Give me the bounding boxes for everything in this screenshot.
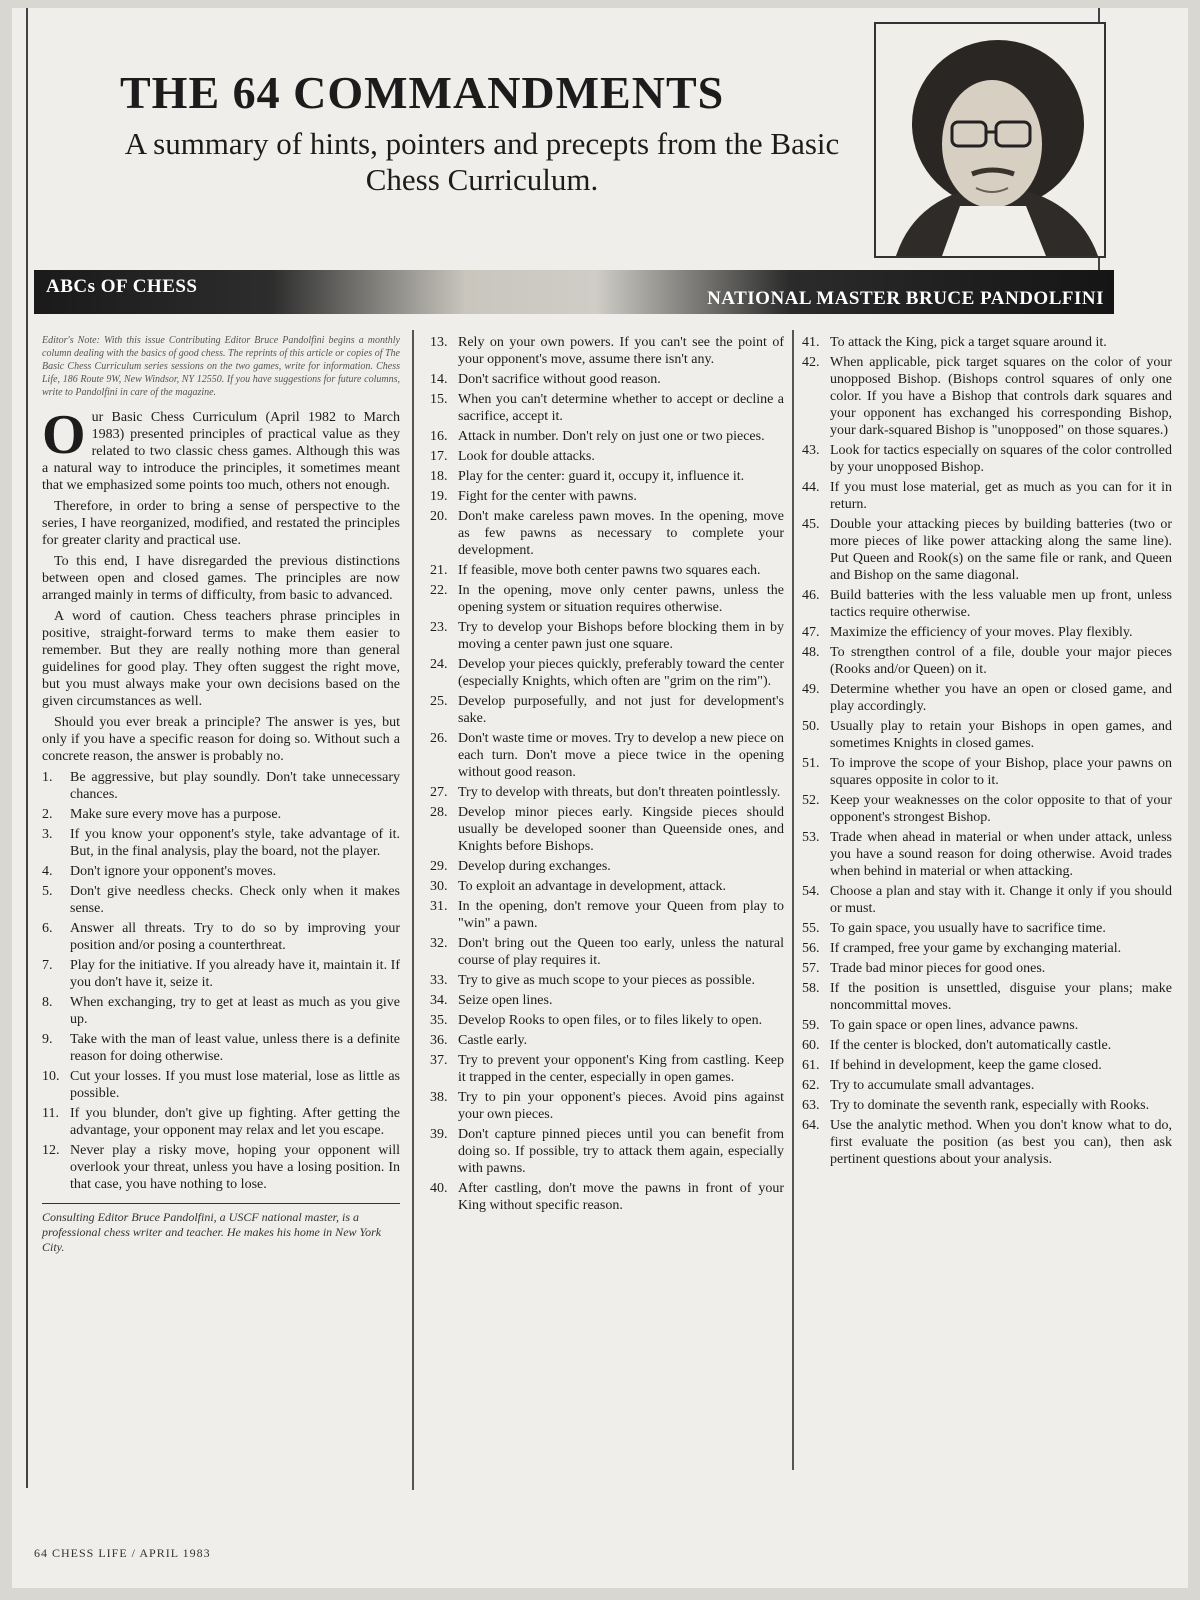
column-divider	[792, 330, 794, 1470]
commandment-item	[430, 935, 784, 969]
commandment-item	[430, 582, 784, 616]
commandment-number: 24.	[430, 657, 448, 672]
commandment-item	[42, 1142, 400, 1193]
commandment-text: Try to develop with threats, but don't threaten pointlessly.	[458, 785, 781, 800]
commandment-text: In the opening, move only center pawns, unless the opening system or situation requires otherwise.	[458, 583, 784, 615]
commandment-number: 6.	[42, 921, 53, 936]
commandment-item	[802, 334, 1172, 351]
commandment-number: 22.	[430, 583, 448, 598]
commandment-number: 40.	[430, 1181, 448, 1196]
commandment-item	[42, 1105, 400, 1139]
commandment-item	[430, 428, 784, 445]
intro-paragraph: To this end, I have disregarded the previous distinctions between open and closed games. The principles are now arranged mainly in terms of difficulty, from basic to advanced.	[42, 554, 400, 603]
commandment-item	[802, 960, 1172, 977]
commandment-item	[430, 562, 784, 579]
commandment-item	[802, 755, 1172, 789]
commandment-item	[430, 858, 784, 875]
commandment-number: 1.	[42, 770, 53, 785]
commandment-text: Answer all threats. Try to do so by improving your position and/or posing a counterthreat.	[70, 921, 400, 953]
commandment-number: 42.	[802, 355, 820, 370]
author-photo	[874, 22, 1106, 258]
commandment-text: To improve the scope of your Bishop, place your pawns on squares opposite in color to it.	[830, 756, 1172, 788]
commandment-number: 13.	[430, 335, 448, 350]
commandment-text: Don't waste time or moves. Try to develop a new piece on each turn. Don't move a piece twice in the opening without good reason.	[458, 731, 784, 780]
commandment-text: Double your attacking pieces by building batteries (two or more pieces of like power attacking along the same line). Put Queen and Rook(s) on the same file or rank, and Queen and Bishop on the same diagonal.	[830, 517, 1172, 583]
commandment-number: 10.	[42, 1069, 60, 1084]
commandment-text: If the position is unsettled, disguise your plans; make noncommittal moves.	[830, 981, 1172, 1013]
commandment-item	[802, 920, 1172, 937]
commandment-item	[430, 1089, 784, 1123]
commandment-item	[802, 442, 1172, 476]
commandment-text: Try to pin your opponent's pieces. Avoid pins against your own pieces.	[458, 1090, 784, 1122]
commandment-item	[430, 488, 784, 505]
commandment-item	[802, 1097, 1172, 1114]
commandment-item	[430, 656, 784, 690]
commandment-list	[42, 769, 400, 1193]
commandment-number: 59.	[802, 1018, 820, 1033]
author-credit: Consulting Editor Bruce Pandolfini, a USCF national master, is a professional chess writer and teacher. He makes his home in New York City.	[42, 1203, 400, 1255]
column-2	[430, 334, 784, 1217]
commandment-number: 30.	[430, 879, 448, 894]
commandment-item	[430, 972, 784, 989]
commandment-item	[430, 1012, 784, 1029]
commandment-number: 52.	[802, 793, 820, 808]
commandment-text: If you know your opponent's style, take advantage of it. But, in the final analysis, play the board, not the player.	[70, 827, 400, 859]
commandment-text: If you blunder, don't give up fighting. After getting the advantage, your opponent may relax and let you escape.	[70, 1106, 400, 1138]
commandment-number: 28.	[430, 805, 448, 820]
page-footer: 64 CHESS LIFE / APRIL 1983	[34, 1546, 211, 1560]
commandment-number: 35.	[430, 1013, 448, 1028]
commandment-item	[802, 354, 1172, 439]
commandment-text: Try to dominate the seventh rank, especially with Rooks.	[830, 1098, 1150, 1113]
commandment-text: To strengthen control of a file, double your major pieces (Rooks and/or Queen) on it.	[830, 645, 1172, 677]
commandment-number: 53.	[802, 830, 820, 845]
commandment-number: 39.	[430, 1127, 448, 1142]
commandment-number: 11.	[42, 1106, 59, 1121]
section-name: ABCs OF CHESS	[46, 276, 198, 297]
commandment-text: After castling, don't move the pawns in front of your King without specific reason.	[458, 1181, 784, 1213]
commandment-number: 46.	[802, 588, 820, 603]
author-byline: NATIONAL MASTER BRUCE PANDOLFINI	[707, 288, 1104, 309]
commandment-number: 26.	[430, 731, 448, 746]
commandment-number: 9.	[42, 1032, 53, 1047]
commandment-number: 14.	[430, 372, 448, 387]
intro-paragraph: Therefore, in order to bring a sense of perspective to the series, I have reorganized, modified, and restated the principles for greater clarity and practical use.	[42, 499, 400, 548]
commandment-item	[42, 826, 400, 860]
commandment-item	[430, 371, 784, 388]
commandment-item	[42, 920, 400, 954]
commandment-number: 3.	[42, 827, 53, 842]
commandment-item	[42, 806, 400, 823]
commandment-item	[430, 468, 784, 485]
commandment-item	[802, 940, 1172, 957]
commandment-list	[430, 334, 784, 1214]
commandment-number: 5.	[42, 884, 53, 899]
commandment-item	[802, 1077, 1172, 1094]
commandment-item	[430, 878, 784, 895]
commandment-item	[430, 619, 784, 653]
commandment-item	[802, 479, 1172, 513]
commandment-item	[802, 1037, 1172, 1054]
commandment-item	[802, 1057, 1172, 1074]
commandment-number: 61.	[802, 1058, 820, 1073]
commandment-text: Don't capture pinned pieces until you can benefit from doing so. If possible, try to attack them again, especially with pawns.	[458, 1127, 784, 1176]
intro-paragraph: A word of caution. Chess teachers phrase principles in positive, straight-forward terms to make them easier to remember. But they are really nothing more than general guidelines for good play. They often suggest the right move, but you must always make your own decisions based on the given circumstances as well.	[42, 609, 400, 709]
commandment-text: When you can't determine whether to accept or decline a sacrifice, accept it.	[458, 392, 784, 424]
commandment-list	[802, 334, 1172, 1168]
commandment-text: Develop purposefully, and not just for development's sake.	[458, 694, 784, 726]
commandment-number: 34.	[430, 993, 448, 1008]
commandment-text: Make sure every move has a purpose.	[70, 807, 282, 822]
commandment-item	[430, 391, 784, 425]
commandment-text: Fight for the center with pawns.	[458, 489, 637, 504]
commandment-item	[802, 681, 1172, 715]
commandment-text: Don't make careless pawn moves. In the opening, move as few pawns as necessary to complete your development.	[458, 509, 784, 558]
commandment-item	[42, 1031, 400, 1065]
commandment-item	[42, 957, 400, 991]
commandment-item	[430, 508, 784, 559]
intro-paragraph: Should you ever break a principle? The answer is yes, but only if you have a specific reason for doing so. Without such a concrete reason, the answer is probably no.	[42, 715, 400, 764]
commandment-number: 31.	[430, 899, 448, 914]
commandment-text: When applicable, pick target squares on the color of your unopposed Bishop. (Bishops control squares of only one color. If you have a Bishop that controls dark squares and your opponent has exchanged his corresponding Bishop, your dark-squared Bishop is "unopposed" on those squares.)	[830, 355, 1172, 438]
commandment-item	[802, 829, 1172, 880]
commandment-item	[430, 693, 784, 727]
commandment-number: 62.	[802, 1078, 820, 1093]
commandment-number: 7.	[42, 958, 53, 973]
commandment-text: Try to give as much scope to your pieces as possible.	[458, 973, 755, 988]
commandment-text: Seize open lines.	[458, 993, 553, 1008]
commandment-text: Develop minor pieces early. Kingside pieces should usually be developed sooner than Queenside ones, and Knights before Bishops.	[458, 805, 784, 854]
commandment-text: Take with the man of least value, unless there is a definite reason for doing otherwise.	[70, 1032, 400, 1064]
commandment-item	[430, 898, 784, 932]
commandment-number: 19.	[430, 489, 448, 504]
drop-cap: O	[42, 404, 86, 466]
commandment-text: Develop your pieces quickly, preferably toward the center (especially Knights, which often are "grim on the rim").	[458, 657, 784, 689]
commandment-number: 49.	[802, 682, 820, 697]
commandment-item	[430, 1180, 784, 1214]
commandment-number: 4.	[42, 864, 53, 879]
commandment-text: If the center is blocked, don't automatically castle.	[830, 1038, 1112, 1053]
commandment-text: Use the analytic method. When you don't know what to do, first evaluate the position (as best you can), then ask pertinent questions about your analysis.	[830, 1118, 1172, 1167]
commandment-text: To gain space or open lines, advance pawns.	[830, 1018, 1079, 1033]
commandment-number: 20.	[430, 509, 448, 524]
commandment-number: 37.	[430, 1053, 448, 1068]
commandment-text: To gain space, you usually have to sacrifice time.	[830, 921, 1106, 936]
commandment-text: Don't bring out the Queen too early, unless the natural course of play requires it.	[458, 936, 784, 968]
commandment-number: 18.	[430, 469, 448, 484]
commandment-item	[802, 1117, 1172, 1168]
commandment-item	[430, 1126, 784, 1177]
commandment-text: Determine whether you have an open or closed game, and play accordingly.	[830, 682, 1172, 714]
commandment-text: Try to develop your Bishops before blocking them in by moving a center pawn just one square.	[458, 620, 784, 652]
commandment-text: If behind in development, keep the game closed.	[830, 1058, 1102, 1073]
commandment-text: If you must lose material, get as much as you can for it in return.	[830, 480, 1172, 512]
commandment-number: 57.	[802, 961, 820, 976]
commandment-item	[802, 883, 1172, 917]
commandment-text: Play for the initiative. If you already have it, maintain it. If you don't have it, seize it.	[70, 958, 400, 990]
intro-paragraph-text: ur Basic Chess Curriculum (April 1982 to March 1983) presented principles of practical value as they related to two classic chess games. Although this was a natural way to introduce the principles, it sometimes meant that we emphasized some points too much, others not enough.	[42, 410, 400, 493]
magazine-page	[12, 8, 1188, 1588]
section-banner	[34, 270, 1114, 314]
commandment-text: Trade when ahead in material or when under attack, unless you have a sound reason for doing otherwise. Avoid trades when behind in material or when attacking.	[830, 830, 1172, 879]
commandment-item	[802, 624, 1172, 641]
commandment-number: 36.	[430, 1033, 448, 1048]
commandment-number: 54.	[802, 884, 820, 899]
commandment-number: 27.	[430, 785, 448, 800]
commandment-item	[802, 644, 1172, 678]
commandment-number: 15.	[430, 392, 448, 407]
commandment-item	[430, 804, 784, 855]
commandment-item	[430, 1032, 784, 1049]
commandment-number: 33.	[430, 973, 448, 988]
article-title: THE 64 COMMANDMENTS	[120, 67, 725, 118]
commandment-number: 12.	[42, 1143, 60, 1158]
commandment-number: 48.	[802, 645, 820, 660]
commandment-text: In the opening, don't remove your Queen from play to "win" a pawn.	[458, 899, 784, 931]
commandment-item	[430, 448, 784, 465]
commandment-item	[42, 883, 400, 917]
commandment-text: Trade bad minor pieces for good ones.	[830, 961, 1046, 976]
commandment-text: Attack in number. Don't rely on just one or two pieces.	[458, 429, 765, 444]
commandment-item	[802, 1017, 1172, 1034]
commandment-number: 17.	[430, 449, 448, 464]
commandment-text: Maximize the efficiency of your moves. Play flexibly.	[830, 625, 1133, 640]
intro-paragraph	[42, 404, 400, 494]
commandment-item	[430, 1052, 784, 1086]
article-subtitle: A summary of hints, pointers and precepts from the Basic Chess Curriculum.	[124, 126, 840, 197]
commandment-number: 16.	[430, 429, 448, 444]
commandment-text: To exploit an advantage in development, attack.	[458, 879, 727, 894]
commandment-text: If feasible, move both center pawns two squares each.	[458, 563, 761, 578]
commandment-item	[802, 718, 1172, 752]
commandment-number: 29.	[430, 859, 448, 874]
commandment-text: Cut your losses. If you must lose material, lose as little as possible.	[70, 1069, 400, 1101]
commandment-number: 8.	[42, 995, 53, 1010]
commandment-item	[42, 769, 400, 803]
commandment-item	[430, 784, 784, 801]
commandment-text: Don't ignore your opponent's moves.	[70, 864, 277, 879]
commandment-text: Don't sacrifice without good reason.	[458, 372, 661, 387]
commandment-text: Try to prevent your opponent's King from castling. Keep it trapped in the center, especially in open games.	[458, 1053, 784, 1085]
commandment-text: Develop during exchanges.	[458, 859, 611, 874]
left-border-rule	[26, 8, 28, 1488]
commandment-number: 50.	[802, 719, 820, 734]
commandment-text: Rely on your own powers. If you can't see the point of your opponent's move, assume there isn't any.	[458, 335, 784, 367]
commandment-item	[430, 992, 784, 1009]
editor-note: Editor's Note: With this issue Contributing Editor Bruce Pandolfini begins a monthly column dealing with the basics of good chess. The reprints of this article or copies of The Basic Chess Curriculum series sessions on the two games, write for information. Chess Life, 186 Route 9W, New Windsor, NY 12550. If you have suggestions for future columns, write to Pandolfini in care of the magazine.	[42, 335, 400, 398]
author-portrait-image	[876, 24, 1104, 256]
commandment-text: Castle early.	[458, 1033, 528, 1048]
commandment-text: Keep your weaknesses on the color opposite to that of your opponent's strongest Bishop.	[830, 793, 1172, 825]
commandment-text: Look for tactics especially on squares of the color controlled by your unopposed Bishop.	[830, 443, 1172, 475]
commandment-number: 25.	[430, 694, 448, 709]
commandment-number: 44.	[802, 480, 820, 495]
commandment-item	[430, 730, 784, 781]
commandment-number: 47.	[802, 625, 820, 640]
commandment-item	[802, 587, 1172, 621]
commandment-number: 45.	[802, 517, 820, 532]
commandment-item	[42, 994, 400, 1028]
commandment-number: 38.	[430, 1090, 448, 1105]
commandment-item	[802, 792, 1172, 826]
commandment-text: Develop Rooks to open files, or to files likely to open.	[458, 1013, 763, 1028]
commandment-number: 64.	[802, 1118, 820, 1133]
commandment-item	[42, 1068, 400, 1102]
commandment-number: 32.	[430, 936, 448, 951]
commandment-item	[802, 516, 1172, 584]
commandment-number: 2.	[42, 807, 53, 822]
commandment-number: 58.	[802, 981, 820, 996]
commandment-text: Never play a risky move, hoping your opponent will overlook your threat, unless you have a losing position. In that case, you have nothing to lose.	[70, 1143, 400, 1192]
commandment-item	[430, 334, 784, 368]
column-1	[42, 334, 400, 1255]
commandment-number: 43.	[802, 443, 820, 458]
commandment-text: Choose a plan and stay with it. Change it only if you should or must.	[830, 884, 1172, 916]
commandment-number: 41.	[802, 335, 820, 350]
commandment-item	[802, 980, 1172, 1014]
commandment-text: Look for double attacks.	[458, 449, 595, 464]
commandment-text: Try to accumulate small advantages.	[830, 1078, 1035, 1093]
column-3	[802, 334, 1172, 1171]
commandment-number: 21.	[430, 563, 448, 578]
commandment-text: Usually play to retain your Bishops in open games, and sometimes Knights in closed games.	[830, 719, 1172, 751]
commandment-number: 51.	[802, 756, 820, 771]
commandment-item	[42, 863, 400, 880]
commandment-number: 23.	[430, 620, 448, 635]
commandment-number: 55.	[802, 921, 820, 936]
commandment-text: If cramped, free your game by exchanging material.	[830, 941, 1122, 956]
commandment-text: Build batteries with the less valuable men up front, unless tactics require otherwise.	[830, 588, 1172, 620]
commandment-text: When exchanging, try to get at least as much as you give up.	[70, 995, 400, 1027]
commandment-number: 63.	[802, 1098, 820, 1113]
commandment-text: Play for the center: guard it, occupy it, influence it.	[458, 469, 745, 484]
commandment-text: Don't give needless checks. Check only when it makes sense.	[70, 884, 400, 916]
column-divider	[412, 330, 414, 1490]
commandment-number: 60.	[802, 1038, 820, 1053]
commandment-text: Be aggressive, but play soundly. Don't take unnecessary chances.	[70, 770, 400, 802]
commandment-text: To attack the King, pick a target square around it.	[830, 335, 1107, 350]
commandment-number: 56.	[802, 941, 820, 956]
